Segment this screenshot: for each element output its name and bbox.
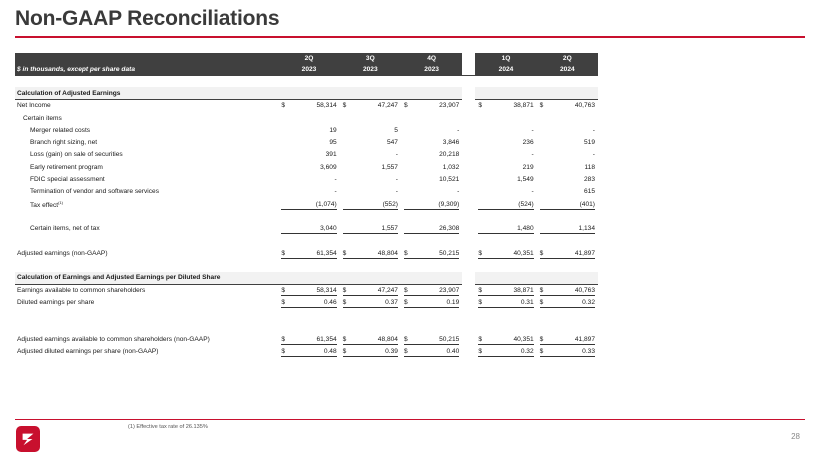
currency-symbol: $: [281, 298, 286, 306]
cell-value: [337, 115, 338, 122]
value-cell: [278, 223, 339, 235]
cell-value: 20,218: [439, 151, 460, 159]
row-label: [15, 333, 278, 345]
value-cell: [340, 161, 401, 173]
value-cell: [278, 136, 339, 148]
column-gap: [462, 198, 475, 210]
cell-value: 23,907: [439, 102, 460, 110]
cell-value: 48,804: [377, 335, 398, 343]
value-cell: [475, 136, 536, 148]
cell-value: 547: [386, 139, 398, 147]
cell-value: -: [395, 188, 398, 196]
value-cell: [340, 149, 401, 161]
value-cell: [401, 247, 462, 259]
column-gap: [462, 161, 475, 173]
value-cell: [340, 136, 401, 148]
value-cell: [278, 198, 339, 210]
cell-value: 1,480: [517, 225, 534, 233]
value-cell: [537, 296, 598, 308]
column-gap: [462, 64, 475, 75]
cell-value: (524): [518, 200, 534, 208]
spacer-row: [15, 75, 598, 87]
row-label: [15, 296, 278, 308]
value-cell: [475, 284, 536, 296]
spacer-cell: [15, 75, 537, 87]
cell-value: 1,549: [517, 176, 534, 184]
table-row: [15, 149, 598, 161]
cell-value: -: [531, 188, 534, 196]
row-label: [15, 136, 278, 148]
company-logo: [16, 426, 40, 452]
cell-value: 10,521: [439, 176, 460, 184]
column-gap: [462, 284, 475, 296]
value-cell: [340, 112, 401, 124]
table-row: [15, 161, 598, 173]
row-label-text: Adjusted diluted earnings per share (non-GAAP): [17, 348, 159, 356]
cell-value: 519: [583, 139, 595, 147]
currency-symbol: $: [403, 335, 408, 343]
currency-symbol: $: [281, 286, 286, 294]
section-cell: [537, 87, 598, 99]
cell-value: 219: [522, 163, 534, 171]
cell-value: -: [592, 126, 595, 134]
cell-value: [595, 115, 596, 122]
value-cell: [278, 149, 339, 161]
currency-symbol: $: [342, 298, 347, 306]
table-row: [15, 198, 598, 210]
cell-value: 615: [583, 188, 595, 196]
value-cell: [278, 186, 339, 198]
cell-value: 0.39: [385, 348, 398, 356]
value-cell: [340, 100, 401, 112]
cell-value: 19: [329, 126, 337, 134]
currency-symbol: $: [478, 249, 483, 257]
currency-symbol: $: [342, 249, 347, 257]
cell-value: 0.31: [520, 298, 534, 306]
value-cell: [475, 124, 536, 136]
value-cell: [475, 223, 536, 235]
section-cell: [475, 272, 536, 284]
row-label-text: Certain items, net of tax: [30, 225, 100, 233]
value-cell: [475, 161, 536, 173]
currency-symbol: $: [281, 102, 286, 110]
column-gap: [462, 149, 475, 161]
cell-value: [534, 115, 535, 122]
value-cell: [401, 100, 462, 112]
row-label-text: Diluted earnings per share: [17, 298, 95, 306]
cell-value: (1,074): [315, 200, 337, 208]
row-label: [15, 161, 278, 173]
table-row: [15, 124, 598, 136]
section-cell: [475, 87, 536, 99]
value-cell: [401, 136, 462, 148]
row-label: [15, 247, 278, 259]
table-row: [15, 186, 598, 198]
value-cell: [475, 149, 536, 161]
table-row: [15, 100, 598, 112]
cell-value: 0.19: [446, 298, 460, 306]
cell-value: 58,314: [316, 286, 337, 294]
value-cell: [475, 247, 536, 259]
currency-symbol: $: [281, 335, 286, 343]
period-quarter: 2Q: [278, 53, 339, 64]
value-cell: [537, 161, 598, 173]
currency-symbol: $: [539, 348, 544, 356]
row-label-text: Adjusted earnings (non-GAAP): [17, 249, 108, 257]
row-label: [15, 100, 278, 112]
section-cell: [278, 87, 339, 99]
currency-symbol: $: [403, 286, 408, 294]
cell-value: 38,871: [513, 102, 534, 110]
cell-value: 0.33: [582, 348, 595, 356]
table-row: [15, 333, 598, 345]
value-cell: [278, 124, 339, 136]
cell-value: 118: [584, 163, 595, 171]
cell-value: 0.37: [385, 298, 398, 306]
cell-value: 40,763: [574, 286, 595, 294]
value-cell: [278, 100, 339, 112]
cell-value: [398, 115, 399, 122]
value-cell: [475, 186, 536, 198]
cell-value: -: [531, 151, 534, 159]
cell-value: -: [395, 151, 398, 159]
value-cell: [475, 112, 536, 124]
cell-value: -: [334, 176, 337, 184]
row-label-text: Early retirement program: [30, 163, 103, 171]
cell-value: 40,351: [513, 249, 534, 257]
section-cell: [537, 272, 598, 284]
value-cell: [340, 247, 401, 259]
row-label: [15, 186, 278, 198]
cell-value: 0.46: [323, 298, 337, 306]
currency-symbol: $: [539, 286, 544, 294]
footer-divider: [15, 419, 805, 420]
currency-symbol: $: [478, 348, 483, 356]
spacer-cell: [15, 210, 537, 222]
section-cell: [340, 272, 401, 284]
value-cell: [401, 284, 462, 296]
currency-symbol: $: [539, 102, 544, 110]
spacer-row: [15, 321, 598, 333]
currency-symbol: $: [403, 102, 408, 110]
table-row: [15, 173, 598, 185]
cell-value: 0.32: [520, 348, 534, 356]
value-cell: [401, 173, 462, 185]
value-cell: [401, 186, 462, 198]
section-header-row: [15, 272, 598, 284]
value-cell: [401, 333, 462, 345]
table-row: [15, 296, 598, 308]
row-label: [15, 124, 278, 136]
currency-symbol: $: [539, 249, 544, 257]
period-year: 2023: [401, 64, 462, 75]
cell-value: (401): [579, 200, 595, 208]
spacer-row: [15, 259, 598, 271]
row-label: [15, 149, 278, 161]
column-gap: [462, 136, 475, 148]
row-label-text: Branch right sizing, net: [30, 139, 98, 147]
cell-value: 391: [325, 151, 337, 159]
currency-symbol: $: [342, 102, 347, 110]
header-blank: [15, 53, 278, 64]
cell-value: 283: [583, 176, 595, 184]
value-cell: [537, 186, 598, 198]
cell-value: 23,907: [439, 286, 460, 294]
value-cell: [278, 333, 339, 345]
cell-value: -: [531, 126, 534, 134]
currency-symbol: $: [539, 298, 544, 306]
cell-value: 3,040: [320, 225, 337, 233]
value-cell: [475, 296, 536, 308]
period-year: 2024: [475, 64, 536, 75]
value-cell: [537, 124, 598, 136]
value-cell: [537, 346, 598, 358]
spacer-row: [15, 235, 598, 247]
value-cell: [278, 247, 339, 259]
value-cell: [537, 223, 598, 235]
spacer-row: [15, 309, 598, 321]
column-gap: [462, 112, 475, 124]
value-cell: [537, 100, 598, 112]
cell-value: 61,354: [316, 335, 337, 343]
value-cell: [475, 173, 536, 185]
value-cell: [401, 296, 462, 308]
cell-value: -: [457, 126, 460, 134]
row-label: [15, 284, 278, 296]
table-row: [15, 346, 598, 358]
currency-symbol: $: [281, 348, 286, 356]
currency-symbol: $: [403, 348, 408, 356]
logo-mark-icon: [19, 430, 37, 448]
cell-value: 61,354: [316, 249, 337, 257]
cell-value: 1,557: [381, 225, 398, 233]
cell-value: -: [592, 151, 595, 159]
value-cell: [475, 100, 536, 112]
value-cell: [537, 149, 598, 161]
section-cell: [401, 87, 462, 99]
cell-value: 47,247: [377, 102, 398, 110]
section-cell: [340, 87, 401, 99]
row-label-text: FDIC special assessment: [30, 176, 105, 184]
cell-value: (9,309): [438, 200, 460, 208]
cell-value: 58,314: [316, 102, 337, 110]
value-cell: [340, 223, 401, 235]
cell-value: -: [395, 176, 398, 184]
value-cell: [278, 346, 339, 358]
row-label-text: Certain items: [23, 114, 62, 122]
column-gap: [462, 53, 475, 64]
currency-symbol: $: [539, 335, 544, 343]
column-gap: [462, 223, 475, 235]
header-row-quarters: [15, 53, 598, 64]
cell-value: 0.32: [582, 298, 595, 306]
cell-value: (552): [382, 200, 398, 208]
row-label-text: Loss (gain) on sale of securities: [30, 151, 123, 159]
title-divider: [15, 36, 805, 38]
value-cell: [340, 124, 401, 136]
table-row: [15, 247, 598, 259]
column-gap: [462, 272, 475, 284]
table-row: [15, 284, 598, 296]
spacer-cell: [15, 321, 537, 333]
value-cell: [475, 198, 536, 210]
row-label-text: Net Income: [17, 102, 51, 110]
period-year: 2023: [278, 64, 339, 75]
currency-symbol: $: [478, 335, 483, 343]
section-cell: [278, 272, 339, 284]
value-cell: [475, 333, 536, 345]
cell-value: 41,897: [574, 335, 595, 343]
period-year: 2023: [340, 64, 401, 75]
page-title: Non-GAAP Reconciliations: [15, 7, 280, 30]
currency-symbol: $: [281, 249, 286, 257]
column-gap: [462, 100, 475, 112]
value-cell: [278, 296, 339, 308]
period-quarter: 4Q: [401, 53, 462, 64]
value-cell: [278, 112, 339, 124]
cell-value: 1,557: [381, 163, 398, 171]
cell-value: 47,247: [377, 286, 398, 294]
table-row: [15, 136, 598, 148]
currency-symbol: $: [403, 249, 408, 257]
cell-value: 1,032: [442, 163, 460, 171]
value-cell: [401, 112, 462, 124]
row-label-text: Tax effect: [30, 201, 59, 209]
period-quarter: 2Q: [537, 53, 598, 64]
currency-symbol: $: [342, 335, 347, 343]
cell-value: 50,215: [439, 249, 460, 257]
row-label: [15, 346, 278, 358]
value-cell: [537, 112, 598, 124]
value-cell: [340, 333, 401, 345]
value-cell: [401, 149, 462, 161]
row-label: [15, 198, 278, 210]
value-cell: [537, 333, 598, 345]
row-label: [15, 112, 278, 124]
value-cell: [401, 161, 462, 173]
cell-value: 0.48: [323, 348, 337, 356]
value-cell: [475, 346, 536, 358]
currency-symbol: $: [342, 286, 347, 294]
value-cell: [340, 173, 401, 185]
cell-value: [459, 115, 460, 122]
units-label: $ in thousands, except per share data: [15, 64, 278, 75]
cell-value: -: [334, 188, 337, 196]
row-label: [15, 173, 278, 185]
cell-value: 0.40: [446, 348, 460, 356]
value-cell: [537, 247, 598, 259]
page-number: 28: [791, 432, 800, 441]
value-cell: [537, 284, 598, 296]
value-cell: [278, 284, 339, 296]
cell-value: -: [457, 188, 460, 196]
value-cell: [401, 198, 462, 210]
cell-value: 1,134: [578, 225, 595, 233]
value-cell: [401, 223, 462, 235]
column-gap: [462, 87, 475, 99]
value-cell: [340, 296, 401, 308]
row-label-text: Adjusted earnings available to common shareholders (non-GAAP): [17, 335, 210, 343]
cell-value: 236: [522, 139, 534, 147]
value-cell: [537, 173, 598, 185]
value-cell: [401, 346, 462, 358]
cell-value: 50,215: [439, 335, 460, 343]
row-label-text: Merger related costs: [30, 126, 91, 134]
section-cell: [401, 272, 462, 284]
column-gap: [462, 247, 475, 259]
cell-value: 95: [329, 139, 337, 147]
cell-value: 3,846: [442, 139, 460, 147]
column-gap: [462, 346, 475, 358]
cell-value: 26,308: [439, 225, 460, 233]
value-cell: [340, 284, 401, 296]
spacer-cell: [15, 309, 537, 321]
value-cell: [340, 186, 401, 198]
column-gap: [462, 173, 475, 185]
period-year: 2024: [537, 64, 598, 75]
row-label: [15, 223, 278, 235]
section-header-row: [15, 87, 598, 99]
row-label-text: Termination of vendor and software services: [30, 188, 160, 196]
value-cell: [401, 124, 462, 136]
table-row: [15, 223, 598, 235]
value-cell: [340, 346, 401, 358]
header-row-years: [15, 64, 598, 75]
period-quarter: 1Q: [475, 53, 536, 64]
footnote-marker: (1): [58, 199, 63, 205]
cell-value: 41,897: [574, 249, 595, 257]
value-cell: [278, 161, 339, 173]
section-title: Calculation of Earnings and Adjusted Earnings per Diluted Share: [15, 272, 278, 284]
column-gap: [462, 124, 475, 136]
currency-symbol: $: [403, 298, 408, 306]
row-label-text: Earnings available to common shareholders: [17, 286, 146, 294]
currency-symbol: $: [478, 286, 483, 294]
value-cell: [340, 198, 401, 210]
section-title: Calculation of Adjusted Earnings: [15, 87, 278, 99]
value-cell: [537, 198, 598, 210]
currency-symbol: $: [478, 298, 483, 306]
cell-value: 40,763: [574, 102, 595, 110]
column-gap: [462, 186, 475, 198]
table-row: [15, 112, 598, 124]
spacer-cell: [15, 235, 537, 247]
column-gap: [462, 296, 475, 308]
footnote: (1) Effective tax rate of 26.135%: [128, 424, 208, 430]
currency-symbol: $: [478, 102, 483, 110]
cell-value: 38,871: [513, 286, 534, 294]
spacer-cell: [15, 259, 537, 271]
value-cell: [278, 173, 339, 185]
currency-symbol: $: [342, 348, 347, 356]
spacer-row: [15, 210, 598, 222]
column-gap: [462, 333, 475, 345]
reconciliation-table: [15, 53, 598, 358]
cell-value: 3,609: [320, 163, 337, 171]
cell-value: 40,351: [513, 335, 534, 343]
cell-value: 48,804: [377, 249, 398, 257]
cell-value: 5: [394, 126, 398, 134]
value-cell: [537, 136, 598, 148]
period-quarter: 3Q: [340, 53, 401, 64]
